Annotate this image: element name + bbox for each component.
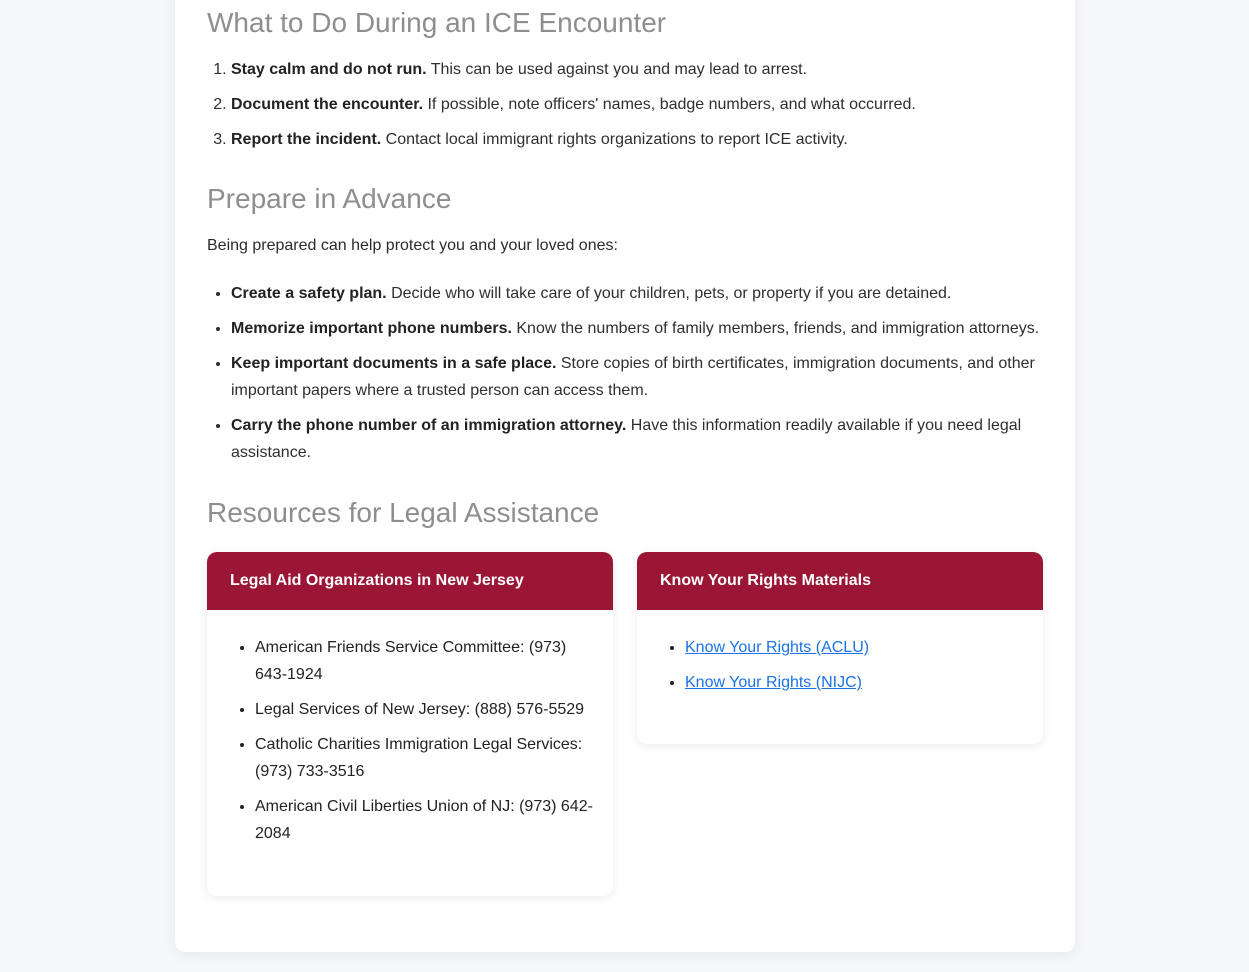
- prepare-heading: Prepare in Advance: [207, 183, 452, 214]
- step-bold: Report the incident.: [231, 131, 382, 148]
- legal-aid-item: • Catholic Charities Immigration Legal Services: (973) 733-3516: [255, 731, 593, 785]
- legal-aid-item: • American Civil Liberties Union of NJ: (973) 642-2084: [255, 793, 593, 847]
- item-text: Store copies of birth certificates, immigration documents, and other important papers where a trusted person can access them.: [231, 355, 1035, 399]
- legal-aid-card: [207, 552, 613, 896]
- prepare-item: [231, 350, 1043, 404]
- item-text: Have this information readily available if you need legal assistance.: [231, 417, 1022, 461]
- prepare-intro: Being prepared can help protect you and your loved ones:: [207, 237, 618, 254]
- nijc-link[interactable]: Know Your Rights (NIJC): [685, 674, 862, 691]
- prepare-item: [231, 412, 1043, 466]
- step-bold: Stay calm and do not run.: [231, 61, 427, 78]
- legal-aid-list: [207, 610, 613, 847]
- item-text: Decide who will take care of your children, pets, or property if you are detained.: [386, 285, 952, 302]
- item-bold: Memorize important phone numbers.: [231, 320, 512, 337]
- item-bold: Create a safety plan.: [231, 285, 387, 302]
- encounter-step: [231, 91, 1043, 118]
- item-bold: Carry the phone number of an immigration attorney.: [231, 417, 627, 434]
- aclu-link[interactable]: Know Your Rights (ACLU): [685, 639, 870, 656]
- encounter-step: [231, 56, 1043, 83]
- materials-card: [637, 552, 1043, 744]
- materials-item: [685, 634, 1023, 661]
- legal-aid-item: • Legal Services of New Jersey: (888) 576-5529: [255, 696, 593, 723]
- step-bold: Document the encounter.: [231, 96, 424, 113]
- prepare-list: [207, 280, 1043, 474]
- materials-list: [637, 610, 1043, 696]
- legal-aid-card-title: Legal Aid Organizations in New Jersey: [207, 552, 613, 610]
- prepare-item: [231, 280, 1043, 307]
- item-bold: Keep important documents in a safe place.: [231, 355, 557, 372]
- step-text: This can be used against you and may lead to arrest.: [426, 61, 807, 78]
- encounter-steps: [207, 56, 1043, 161]
- encounter-heading: What to Do During an ICE Encounter: [207, 7, 667, 38]
- resources-heading: Resources for Legal Assistance: [207, 497, 600, 528]
- materials-card-title: Know Your Rights Materials: [637, 552, 1043, 610]
- step-text: Contact local immigrant rights organizations to report ICE activity.: [381, 131, 848, 148]
- encounter-step: [231, 126, 1043, 153]
- content-card: [175, 0, 1075, 952]
- item-text: Know the numbers of family members, friends, and immigration attorneys.: [511, 320, 1040, 337]
- prepare-item: [231, 315, 1043, 342]
- materials-item: [685, 669, 1023, 696]
- step-text: If possible, note officers' names, badge numbers, and what occurred.: [423, 96, 916, 113]
- legal-aid-item: • American Friends Service Committee: (973) 643-1924: [255, 634, 593, 688]
